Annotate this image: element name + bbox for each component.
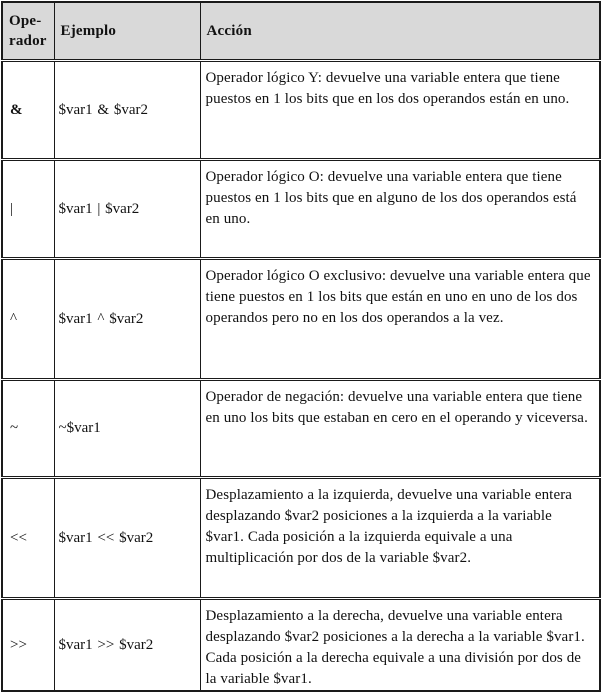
header-row (2, 2, 600, 60)
header-action: Acción (200, 2, 600, 60)
operator-cell: ^ (2, 258, 54, 379)
example-cell: $var1 >> $var2 (54, 598, 200, 691)
table-row-shift-right (2, 598, 600, 691)
operator-cell: | (2, 159, 54, 258)
example-cell: ~$var1 (54, 379, 200, 477)
action-cell: Desplazamiento a la izquierda, devuelve una variable entera desplazando $var2 posiciones a la izquierda a la variable $var1. Cada posición a la izquierda equivale a una multiplicación por dos de la variable $var2. (200, 477, 600, 598)
example-cell: $var1 ^ $var2 (54, 258, 200, 379)
example-cell: $var1 & $var2 (54, 60, 200, 159)
header-operator-line2: rador (9, 32, 47, 49)
action-cell: Operador lógico O exclusivo: devuelve una variable entera que tiene puestos en 1 los bits que están en uno en uno de los dos operandos pero no en los dos operandos a la vez. (200, 258, 600, 379)
action-cell: Operador lógico O: devuelve una variable entera que tiene puestos en 1 los bits que en alguno de los dos operandos está en uno. (200, 159, 600, 258)
example-cell: $var1 << $var2 (54, 477, 200, 598)
header-operator-line1: Ope- (9, 12, 42, 29)
operator-cell: ~ (2, 379, 54, 477)
operators-table (1, 1, 601, 692)
operator-cell: << (2, 477, 54, 598)
table-row-not (2, 379, 600, 477)
table-row-or (2, 159, 600, 258)
operator-cell: & (2, 60, 54, 159)
header-example: Ejemplo (54, 2, 200, 60)
example-cell: $var1 | $var2 (54, 159, 200, 258)
action-cell: Desplazamiento a la derecha, devuelve una variable entera desplazando $var2 posiciones a la derecha a la variable $var1. Cada posición a la derecha equivale a una división por dos de la variable $var1. (200, 598, 600, 691)
table-row-and (2, 60, 600, 159)
action-cell: Operador de negación: devuelve una variable entera que tiene en uno los bits que estaban en cero en el operando y viceversa. (200, 379, 600, 477)
table-row-shift-left (2, 477, 600, 598)
operator-cell: >> (2, 598, 54, 691)
header-operator (2, 2, 54, 60)
action-cell: Operador lógico Y: devuelve una variable entera que tiene puestos en 1 los bits que en los dos operandos están en uno. (200, 60, 600, 159)
table-row-xor (2, 258, 600, 379)
